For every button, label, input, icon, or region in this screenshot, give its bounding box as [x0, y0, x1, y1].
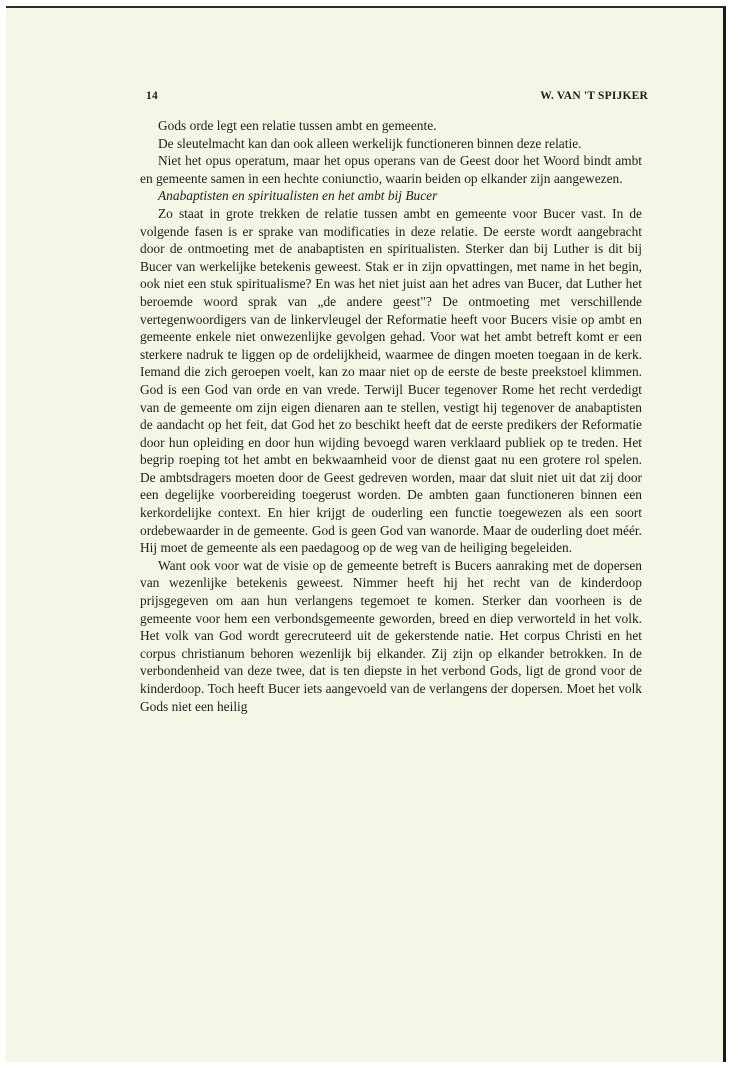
intro-paragraph: De sleutelmacht kan dan ook alleen werkelijk functioneren binnen deze relatie. [158, 135, 582, 151]
body-paragraph: Want ook voor wat de visie op de gemeente betreft is Bucers aanraking met de dopersen van wezenlijke betekenis geweest. Nimmer heeft hij het recht van de kinderdoop prijsgegeven om aan hun verlangens tegemoet te komen. Sterker dan voorheen is de gemeente voor hem een verbondsgemeente geworden, breed en diep verworteld in het volk. Het volk van God wordt gerecruteerd uit de gekerstende natie. Het corpus Christi en het corpus christianum behoren wezenlijk bij elkander. Zij zijn op elkander betrokken. In de verbondenheid van deze twee, dat is ten diepste in het verbond Gods, ligt de grond voor de kinderdoop. Toch heeft Bucer iets aangevoeld van de verlangens der dopersen. Moet het volk Gods niet een heilig [140, 557, 642, 714]
intro-paragraph: Niet het opus operatum, maar het opus operans van de Geest door het Woord bindt ambt en gemeente samen in een hechte coniunctio, waarin beiden op elkander zijn aangewezen. [140, 153, 642, 186]
intro-paragraph: Gods orde legt een relatie tussen ambt en gemeente. [158, 118, 437, 133]
page-number: 14 [146, 90, 158, 102]
body-paragraph: Zo staat in grote trekken de relatie tussen ambt en gemeente voor Bucer vast. In de volgende fasen is er sprake van modificaties in deze relatie. De eerste wordt aangebracht door de ontmoeting met de anabaptisten en spiritualisten. Sterker dan bij Luther is dit bij Bucer van werkelijke betekenis geweest. Stak er in zijn opvattingen, met name in het begin, ook niet een stuk spiritualisme? En was het niet juist aan het adres van Bucer, dat Luther het beroemde woord sprak van „de andere geest"? De ontmoeting met verschillende vertegenwoordigers van de linkervleugel der Reformatie heeft voor Bucers visie op ambt en gemeente enkele niet onwezenlijke gevolgen gehad. Voor wat het ambt betreft komt er een sterkere nadruk te liggen op de ordelijkheid, waarmee de dingen moeten toegaan in de kerk. Iemand die zich geroepen voelt, kan zo maar niet op de eerste de beste preekstoel klimmen. God is een God van orde en van vrede. Terwijl Bucer tegenover Rome het recht verdedigt van de gemeente om zijn eigen dienaren aan te stellen, vestigt hij tegenover de anabaptisten de aandacht op het feit, dat God het zo beschikt heeft dat de eerste predikers der Reformatie door hun opleiding en door hun wijding bevoegd waren verklaard publiek op te treden. Het begrip roeping tot het ambt en bekwaamheid voor de dienst gaat nu een grotere rol spelen. De ambtsdragers moeten door de Geest gedreven worden, maar dat sluit niet uit dat zij door een degelijke voorbereiding toegerust worden. De ambten gaan functioneren binnen een kerkordelijke context. En hier krijgt de ouderling een functie toegewezen als een soort ordebewaarder in de gemeente. God is geen God van wanorde. Maar de ouderling doet méér. Hij moet de gemeente als een paedagoog op de weg van de heiliging begeleiden. [140, 205, 642, 556]
section-title: Anabaptisten en spiritualisten en het ambt bij Bucer [158, 188, 438, 204]
text-block [140, 117, 642, 715]
running-head: W. VAN 'T SPIJKER [540, 90, 648, 102]
